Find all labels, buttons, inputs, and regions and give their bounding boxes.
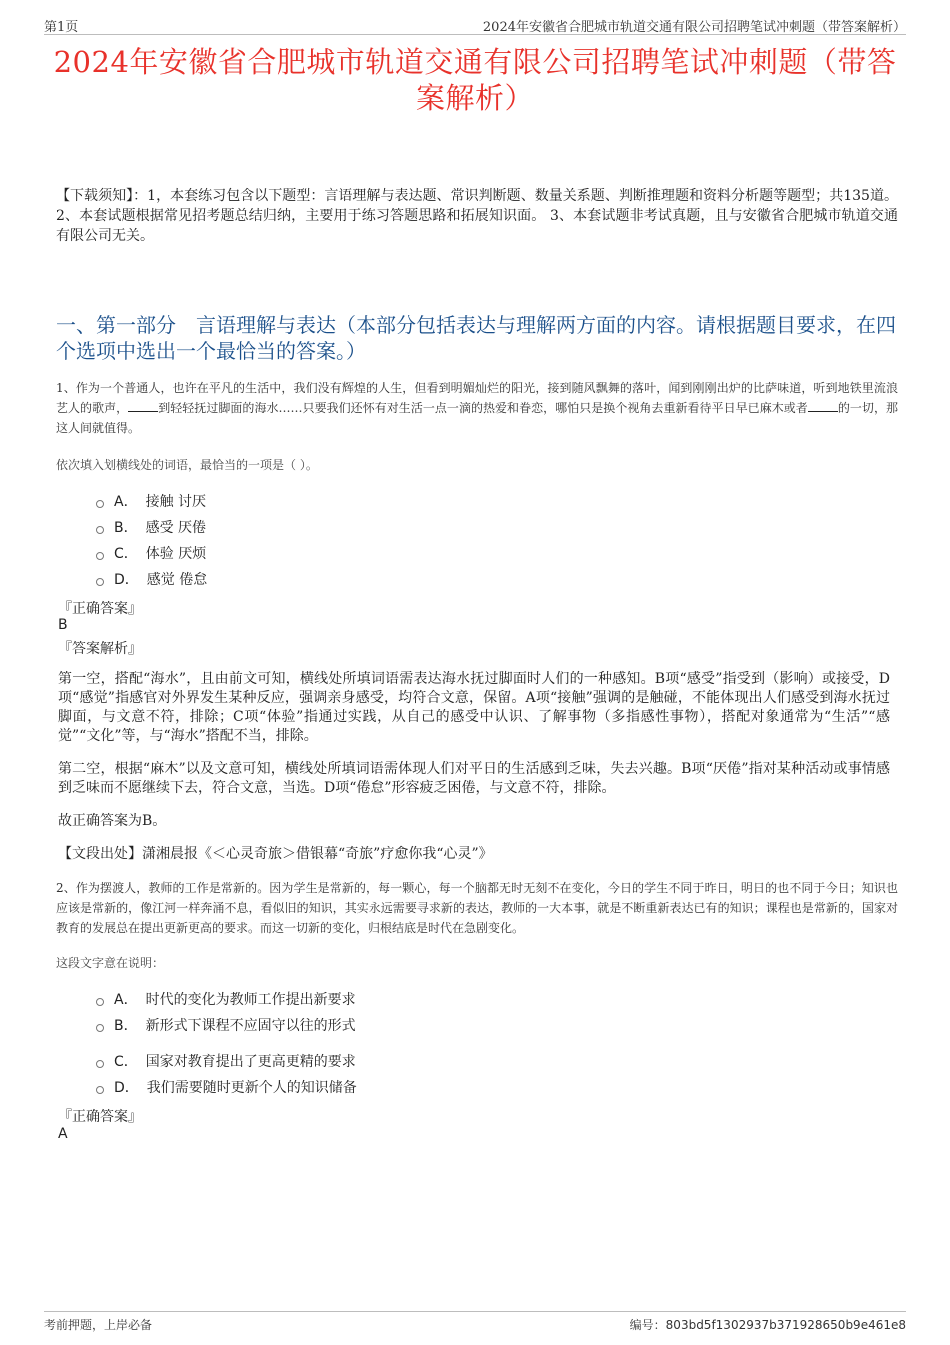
answer-heading: 『正确答案』 [58,1109,142,1125]
radio-icon[interactable] [96,552,104,560]
document-title: 2024年安徽省合肥城市轨道交通有限公司招聘笔试冲刺题（带答案解析） [53,45,897,115]
fill-blank-1 [128,399,158,412]
option-text: 体验 厌烦 [145,546,207,562]
header-title: 2024年安徽省合肥城市轨道交通有限公司招聘笔试冲刺题（带答案解析） [482,20,906,35]
option-label: C． [114,546,138,562]
option-text: 我们需要随时更新个人的知识储备 [146,1080,357,1096]
option-c[interactable] [96,1048,357,1074]
question-1-part3: 的一切，那这人间就值得。 [56,401,898,435]
option-text: 国家对教育提出了更高更精的要求 [145,1054,356,1070]
radio-icon[interactable] [96,526,104,534]
fill-blank-2 [808,399,838,412]
radio-icon[interactable] [96,998,104,1006]
page-footer [44,1311,906,1334]
option-a[interactable] [96,986,357,1012]
option-b[interactable] [96,514,207,540]
radio-icon[interactable] [96,1086,104,1094]
page-number: 第1页 [44,20,79,35]
option-label: B． [114,1018,138,1034]
option-label: A． [114,992,138,1008]
question-2-options [96,986,357,1100]
analysis-conclusion: 故正确答案为B。 [58,813,167,829]
option-d[interactable] [96,1074,357,1100]
option-d[interactable] [96,566,207,592]
option-text: 感觉 倦怠 [146,572,208,588]
question-2-prompt: 这段文字意在说明： [56,956,165,970]
option-text: 接触 讨厌 [145,494,207,510]
question-2-text: 2、作为摆渡人，教师的工作是常新的。因为学生是常新的，每一颗心，每一个脑都无时无刻不在变化，今日的学生不同于昨日，明日的也不同于今日；知识也应该是常新的，像江河一样奔涌不息，看似旧的知识，其实永远需要寻求新的表达，教师的一大本事，就是不断重新表达已有的知识；课程也是常新的，国家对教育的发展总在提出更新更高的要求。而这一切新的变化，归根结底是时代在急剧变化。 [56,881,898,935]
passage-source: 【文段出处】潇湘晨报《＜心灵奇旅＞借银幕“奇旅”疗愈你我“心灵”》 [58,846,493,862]
code-label: 编号： [629,1318,666,1332]
option-a[interactable] [96,488,207,514]
page-header [44,14,906,35]
footer-slogan: 考前押题，上岸必备 [44,1318,153,1332]
radio-icon[interactable] [96,1060,104,1068]
radio-icon[interactable] [96,578,104,586]
analysis-paragraph-1: 第一空，搭配“海水”，且由前文可知，横线处所填词语需表达海水抚过脚面时人们的一种感知。B项“感受”指受到（影响）或接受，D项“感觉”指感官对外界发生某种反应，强调亲身感受，均符合文意，保留。A项“接触”强调的是触碰，不能体现出人们感受到海水抚过脚面，与文意不符，排除；C项“体验”指通过实践，从自己的感受中认识、了解事物（多指感性事物），搭配对象通常为“生活”“感觉”“文化”等，与“海水”搭配不当，排除。 [58,671,890,744]
radio-icon[interactable] [96,1024,104,1032]
answer-heading: 『正确答案』 [58,601,142,617]
option-b[interactable] [96,1012,357,1038]
option-label: A． [114,494,138,510]
option-text: 时代的变化为教师工作提出新要求 [145,992,356,1008]
option-text: 感受 厌倦 [145,520,207,536]
option-label: D． [114,1080,139,1096]
option-label: D． [114,572,139,588]
question-1-prompt: 依次填入划横线处的词语，最恰当的一项是（ ）。 [56,458,318,472]
analysis-heading: 『答案解析』 [58,641,142,657]
question-1-options [96,488,207,592]
section-title: 一、第一部分 言语理解与表达（本部分包括表达与理解两方面的内容。请根据题目要求，在四个选项中选出一个最恰当的答案。） [56,313,896,363]
analysis-paragraph-2: 第二空，根据“麻木”以及文意可知，横线处所填词语需体现人们对平日的生活感到乏味，失去兴趣。B项“厌倦”指对某种活动或事情感到乏味而不愿继续下去，符合文意，当选。D项“倦怠”形容疲乏困倦，与文意不符，排除。 [58,761,890,796]
download-notice: 【下载须知】：1，本套练习包含以下题型：言语理解与表达题、常识判断题、数量关系题、判断推理题和资料分析题等题型；共135道。 2、本套试题根据常见招考题总结归纳，主要用于练习答题思路和拓展知识面。 3、本套试题非考试真题，且与安徽省合肥城市轨道交通有限公司无关。 [56,188,898,244]
code-value: 803bd5f1302937b371928650b9e461e8 [665,1318,906,1332]
answer-value: A [58,1126,68,1142]
radio-icon[interactable] [96,500,104,508]
option-label: C． [114,1054,138,1070]
answer-value: B [58,617,68,633]
option-label: B． [114,520,138,536]
option-c[interactable] [96,540,207,566]
footer-code [630,1316,906,1333]
option-text: 新形式下课程不应固守以往的形式 [145,1018,356,1034]
question-1-part2: 到轻轻抚过脚面的海水……只要我们还怀有对生活一点一滴的热爱和眷恋，哪怕只是换个视角去重新看待平日早已麻木或者 [158,401,808,415]
question-1-part1: 1、作为一个普通人，也许在平凡的生活中，我们没有辉煌的人生，但看到明媚灿烂的阳光，接到随风飘舞的落叶，闻到刚刚出炉的比萨味道，听到地铁里流浪艺人的歌声， [56,381,898,415]
question-1-text [56,378,898,438]
